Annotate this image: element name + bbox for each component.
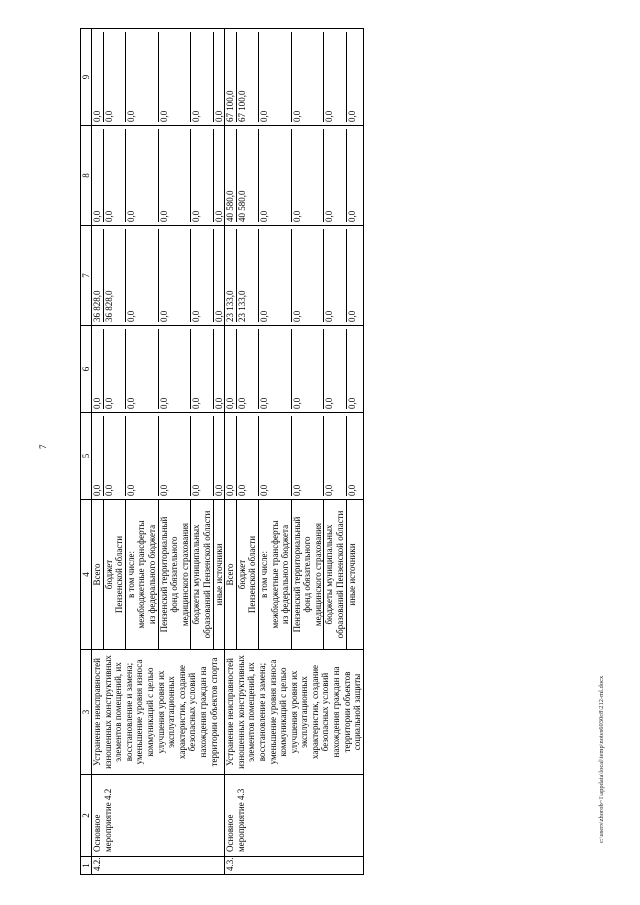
value-spacer [302, 129, 313, 222]
value: 0,0 [324, 484, 335, 496]
funding-source-line: в том числе: [258, 551, 269, 598]
value: 0,0 [291, 210, 302, 222]
value-spacer [280, 129, 292, 222]
value-spacer [147, 416, 159, 496]
value: 0,0 [324, 397, 335, 409]
value: 0,0 [346, 397, 357, 409]
value: 0,0 [258, 110, 269, 122]
funding-source-line: Пензенской области [114, 500, 126, 649]
funding-source-line: из федерального бюджета [147, 500, 159, 649]
value-spacer [313, 229, 325, 322]
value-spacer [247, 129, 259, 222]
funding-source-line: в том числе: [125, 551, 136, 598]
value-spacer [280, 416, 292, 496]
value-spacer [335, 329, 347, 409]
value-spacer [302, 229, 313, 322]
value: 0,0 [291, 310, 302, 322]
activity-description-cell: Устранение неисправностей изношенных конструктивных элементов помещений, их восстановление и замена; уменьшение уровня износа коммуникаций с целью улучшения уровня их эксплуатационных характеристик, создание безопасных условий нахождения граждан на территории объектов социальной защиты [225, 650, 364, 775]
value-spacer [313, 32, 325, 122]
funding-source-line: иные источники [213, 543, 224, 606]
funding-source-line: иные источники [346, 543, 357, 606]
value: 0,0 [103, 484, 114, 496]
value-cell [92, 29, 225, 126]
value: 0,0 [125, 310, 136, 322]
value: 0,0 [291, 484, 302, 496]
header-cell: 3 [81, 650, 92, 775]
table-row [225, 29, 364, 875]
value-cell [92, 326, 225, 413]
funding-source-line: фонд обязательного [169, 536, 180, 613]
funding-source-line: фонд обязательного [302, 536, 313, 613]
value: 0,0 [103, 210, 114, 222]
page-number: 7 [38, 444, 48, 449]
value-spacer [335, 416, 347, 496]
value-spacer [114, 229, 126, 322]
value: 40 580,0 [236, 190, 247, 222]
value: 0,0 [324, 110, 335, 122]
value-spacer [280, 32, 292, 122]
funding-source-line: образований Пензенской области [202, 500, 214, 649]
funding-source-line: бюджет [236, 559, 247, 590]
value: 0,0 [324, 210, 335, 222]
value-spacer [202, 416, 214, 496]
value: 0,0 [291, 397, 302, 409]
value: 0,0 [92, 416, 104, 496]
value-spacer [136, 129, 147, 222]
funding-source-line: образований Пензенской области [335, 500, 347, 649]
value-spacer [302, 416, 313, 496]
value-spacer [313, 416, 325, 496]
header-cell: 6 [81, 326, 92, 413]
value: 0,0 [213, 210, 224, 222]
value-cell [225, 413, 364, 500]
funding-source-line: из федерального бюджета [280, 500, 292, 649]
value: 0,0 [258, 210, 269, 222]
value-cell [225, 226, 364, 326]
value: 67 100,0 [236, 90, 247, 122]
header-cell: 1 [81, 857, 92, 875]
value-spacer [247, 32, 259, 122]
value-spacer [114, 32, 126, 122]
header-cell: 8 [81, 126, 92, 226]
value-spacer [202, 32, 214, 122]
value: 0,0 [191, 310, 202, 322]
value: 0,0 [258, 397, 269, 409]
value-spacer [313, 329, 325, 409]
value-spacer [202, 229, 214, 322]
value-spacer [335, 229, 347, 322]
value-spacer [114, 416, 126, 496]
value: 0,0 [158, 210, 169, 222]
value: 0,0 [191, 484, 202, 496]
rotated-table-wrapper [80, 29, 595, 875]
value-spacer [270, 32, 281, 122]
value-spacer [180, 32, 192, 122]
value: 0,0 [346, 110, 357, 122]
value: 0,0 [346, 210, 357, 222]
value: 67 100,0 [225, 32, 237, 122]
value: 23 133,0 [225, 229, 237, 322]
value: 0,0 [191, 210, 202, 222]
row-number-cell: 4.3. [225, 857, 364, 875]
value: 36 828,0 [103, 290, 114, 322]
value: 0,0 [213, 310, 224, 322]
value-spacer [136, 32, 147, 122]
value-spacer [147, 32, 159, 122]
funding-source-line: медицинского страхования [180, 500, 192, 649]
value-spacer [169, 329, 180, 409]
value: 0,0 [191, 397, 202, 409]
value-spacer [136, 416, 147, 496]
value-spacer [180, 329, 192, 409]
value-spacer [202, 329, 214, 409]
value-spacer [169, 32, 180, 122]
funding-source-line: Пензенский территориальный [291, 516, 302, 633]
activity-name-cell: Основное мероприятие 4.3 [225, 775, 364, 857]
value-spacer [114, 129, 126, 222]
value-spacer [280, 329, 292, 409]
header-cell: 4 [81, 500, 92, 650]
value-spacer [180, 229, 192, 322]
table-row [92, 29, 225, 875]
value-spacer [136, 229, 147, 322]
value-spacer [335, 32, 347, 122]
value: 0,0 [225, 416, 237, 496]
header-cell: 5 [81, 413, 92, 500]
value: 0,0 [92, 329, 104, 409]
value: 0,0 [92, 32, 104, 122]
funding-source-line: Всего [225, 500, 237, 649]
funding-source-line: бюджеты муниципальных [191, 524, 202, 625]
value: 0,0 [103, 110, 114, 122]
value: 0,0 [324, 310, 335, 322]
value-spacer [335, 129, 347, 222]
value-spacer [180, 416, 192, 496]
funding-source-line: межбюджетные трансферты [136, 520, 147, 629]
value-spacer [136, 329, 147, 409]
header-cell: 9 [81, 29, 92, 126]
table-body [81, 29, 364, 875]
value: 0,0 [125, 397, 136, 409]
value: 0,0 [158, 397, 169, 409]
funding-source-line: Пензенской области [247, 500, 259, 649]
value: 0,0 [125, 210, 136, 222]
value-cell [92, 413, 225, 500]
value: 0,0 [125, 484, 136, 496]
value-spacer [147, 129, 159, 222]
value-spacer [270, 229, 281, 322]
value: 0,0 [213, 397, 224, 409]
value-cell [225, 29, 364, 126]
value-spacer [270, 329, 281, 409]
value-spacer [247, 329, 259, 409]
header-cell: 2 [81, 775, 92, 857]
value: 0,0 [258, 310, 269, 322]
value: 0,0 [213, 484, 224, 496]
value-spacer [270, 129, 281, 222]
value: 0,0 [346, 484, 357, 496]
value: 0,0 [125, 110, 136, 122]
funding-source-cell [225, 500, 364, 650]
value: 0,0 [158, 484, 169, 496]
value: 0,0 [346, 310, 357, 322]
value-spacer [302, 32, 313, 122]
value-spacer [147, 329, 159, 409]
value-spacer [270, 416, 281, 496]
value: 36 828,0 [92, 229, 104, 322]
value: 40 580,0 [225, 129, 237, 222]
value: 0,0 [158, 310, 169, 322]
value-spacer [302, 329, 313, 409]
value: 0,0 [225, 329, 237, 409]
value-spacer [169, 229, 180, 322]
value-spacer [169, 129, 180, 222]
value-spacer [247, 229, 259, 322]
value: 0,0 [158, 110, 169, 122]
value: 0,0 [291, 110, 302, 122]
value: 0,0 [213, 110, 224, 122]
funding-table [80, 28, 364, 875]
value-cell [92, 126, 225, 226]
value: 23 133,0 [236, 290, 247, 322]
header-cell: 7 [81, 226, 92, 326]
value-cell [92, 226, 225, 326]
value: 0,0 [236, 484, 247, 496]
value-cell [225, 326, 364, 413]
value-cell [225, 126, 364, 226]
value-spacer [313, 129, 325, 222]
value: 0,0 [236, 397, 247, 409]
value-spacer [202, 129, 214, 222]
value-spacer [280, 229, 292, 322]
funding-source-line: бюджет [103, 559, 114, 590]
header-row [81, 29, 92, 875]
funding-source-line: бюджеты муниципальных [324, 524, 335, 625]
value: 0,0 [191, 110, 202, 122]
value-spacer [169, 416, 180, 496]
funding-source-line: Пензенский территориальный [158, 516, 169, 633]
value-spacer [247, 416, 259, 496]
value: 0,0 [258, 484, 269, 496]
funding-source-cell [92, 500, 225, 650]
value-spacer [180, 129, 192, 222]
activity-description-cell: Устранение неисправностей изношенных конструктивных элементов помещений, их восстановление и замена; уменьшение уровня износа коммуникаций с целью улучшения уровня их эксплуатационных характеристик, создание безопасных условий нахождения граждан на территории объектов спорта [92, 650, 225, 775]
value: 0,0 [92, 129, 104, 222]
value-spacer [114, 329, 126, 409]
value-spacer [147, 229, 159, 322]
activity-name-cell: Основное мероприятие 4.2 [92, 775, 225, 857]
funding-source-line: Всего [92, 500, 104, 649]
row-number-cell: 4.2. [92, 857, 225, 875]
funding-source-line: медицинского страхования [313, 500, 325, 649]
funding-source-line: межбюджетные трансферты [269, 520, 280, 629]
footer-file-path: c:\users\zhorob~1\appdata\local\temp\notes6030c8\212-ml.docx [598, 675, 605, 843]
value: 0,0 [103, 397, 114, 409]
